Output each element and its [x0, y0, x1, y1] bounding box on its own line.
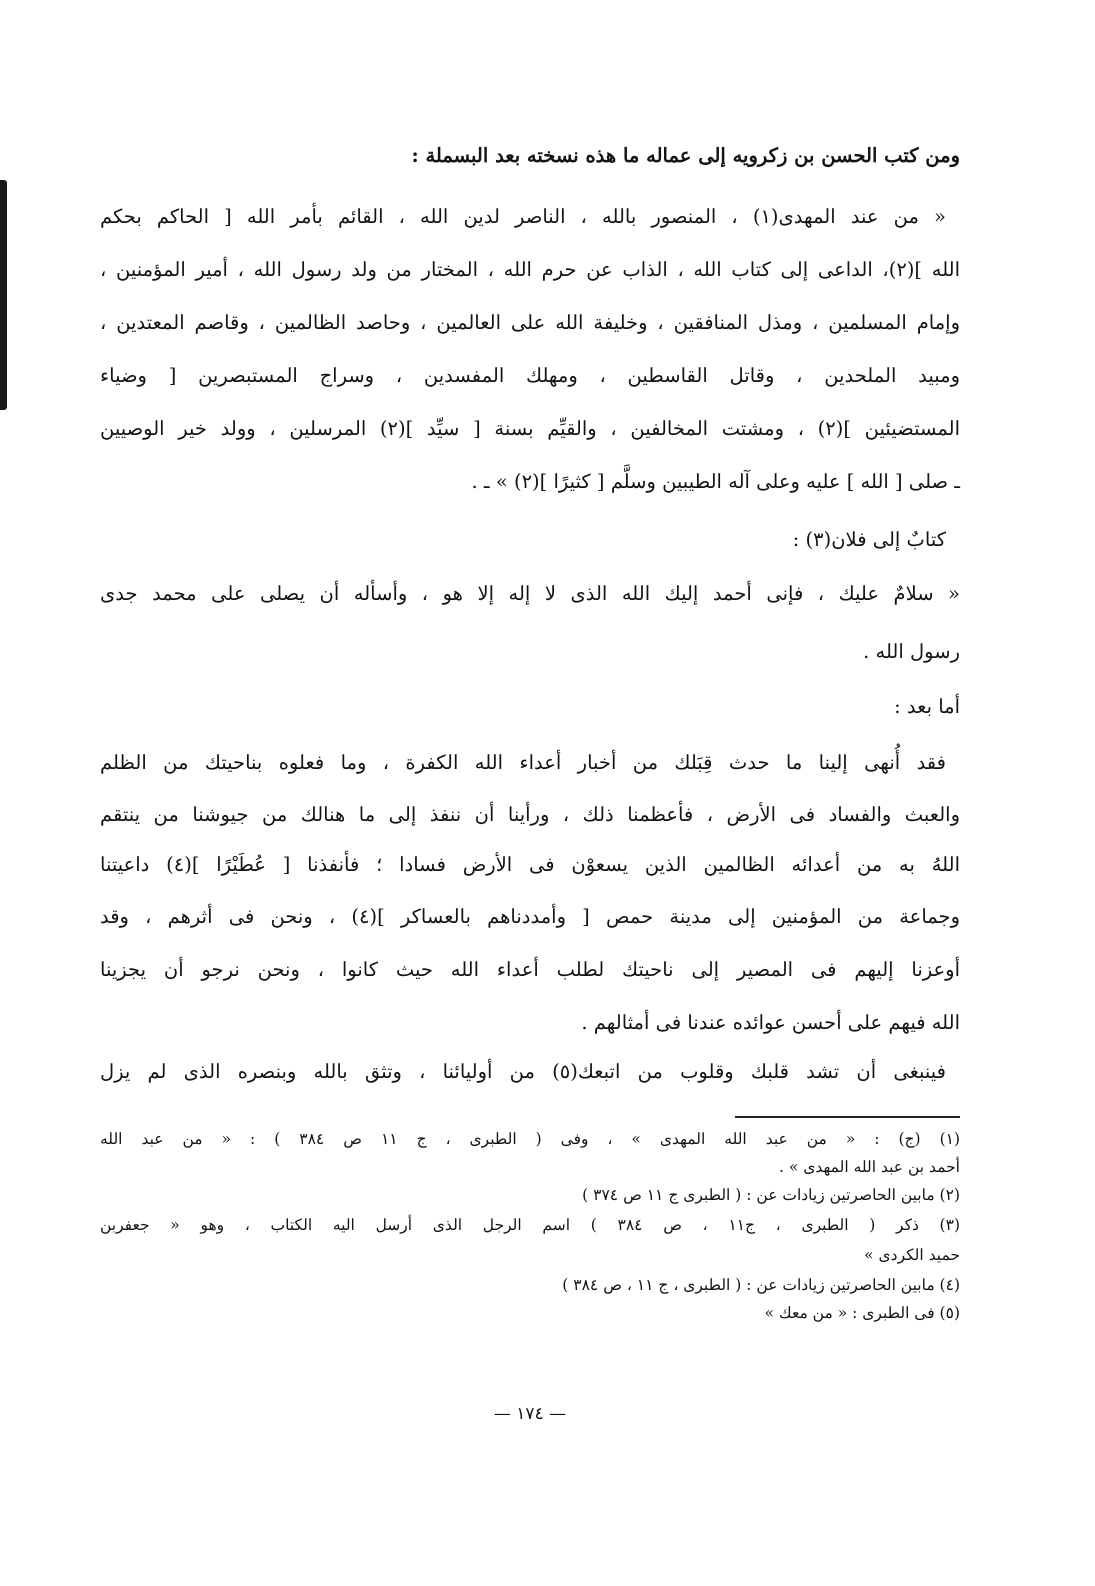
- footnote: (٢) مابين الحاصرتين زيادات عن : ( الطبرى ج ١١ ص ٣٧٤ ): [582, 1186, 960, 1204]
- body-line: فينبغى أن تشد قلبك وقلوب من اتبعك(٥) من أوليائنا ، وتثق بالله وبنصره الذى لم يزل: [100, 1060, 946, 1083]
- footnote: أحمد بن عبد الله المهدى » .: [778, 1158, 960, 1176]
- letter-address: كتابٌ إلى فلان(٣) :: [792, 528, 946, 551]
- footnote: (١) (ج) : « من عبد الله المهدى » ، وفى ( الطبرى ، ج ١١ ص ٣٨٤ ) : « من عبد الله: [100, 1130, 961, 1148]
- footnote: (٤) مابين الحاصرتين زيادات عن : ( الطبرى ، ج ١١ ، ص ٣٨٤ ): [562, 1276, 960, 1294]
- footnote-separator: [735, 1116, 960, 1118]
- book-page: [100, 0, 960, 1586]
- binding-edge: [0, 180, 7, 410]
- body-line: وجماعة من المؤمنين إلى مدينة حمص [ وأمددناهم بالعساكر ](٤) ، ونحن فى أثرهم ، وقد: [100, 905, 961, 928]
- body-line: المستضيئين ](٢) ، ومشتت المخالفين ، والقيِّم بسنة [ سيِّد ](٢) المرسلين ، وولد خير الوصيين: [100, 417, 960, 440]
- section-heading: ومن كتب الحسن بن زكرويه إلى عماله ما هذه نسخته بعد البسملة :: [411, 144, 960, 167]
- body-line: الله ](٢)، الداعى إلى كتاب الله ، الذاب عن حرم الله ، المختار من ولد رسول الله ، أمير المؤمنين ،: [100, 258, 961, 281]
- footnote: (٣) ذكر ( الطبرى ، ج١١ ، ص ٣٨٤ ) اسم الرجل الذى أرسل اليه الكتاب ، وهو « جعفربن: [100, 1216, 960, 1234]
- footnote: (٥) فى الطبرى : « من معك »: [764, 1304, 960, 1322]
- body-line: الله فيهم على أحسن عوائده عندنا فى أمثالهم .: [581, 1011, 960, 1034]
- body-line: أوعزنا إليهم فى المصير إلى ناحيتك لطلب أعداء الله حيث كانوا ، ونحن نرجو أن يجزينا: [100, 958, 960, 981]
- body-line: ومبيد الملحدين ، وقاتل القاسطين ، ومهلك المفسدين ، وسراج المستبصرين [ وضياء: [100, 364, 960, 387]
- body-line: أما بعد :: [894, 695, 960, 718]
- body-line: رسول الله .: [863, 640, 960, 663]
- page-number: — ١٧٤ —: [493, 1404, 567, 1424]
- body-line: « من عند المهدى(١) ، المنصور بالله ، الناصر لدين الله ، القائم بأمر الله [ الحاكم بحكم: [100, 205, 946, 228]
- body-line: وإمام المسلمين ، ومذل المنافقين ، وخليفة الله على العالمين ، وحاصد الظالمين ، وقاصم المعتدين ،: [100, 311, 960, 334]
- footnote: حميد الكردى »: [864, 1246, 960, 1264]
- body-line: والعبث والفساد فى الأرض ، فأعظمنا ذلك ، ورأينا أن ننفذ إلى ما هنالك من جيوشنا من ينتقم: [100, 803, 960, 826]
- body-line: « سلامٌ عليك ، فإنى أحمد إليك الله الذى لا إله إلا هو ، وأسأله أن يصلى على محمد جدى: [100, 582, 960, 605]
- body-line: ـ صلى [ الله ] عليه وعلى آله الطيبين وسلَّم [ كثيرًا ](٢) » ـ .: [471, 470, 960, 493]
- body-line: فقد أُنهى إلينا ما حدث قِبَلك من أخبار أعداء الله الكفرة ، وما فعلوه بناحيتك من الظلم: [100, 751, 946, 774]
- body-line: اللهُ به من أعدائه الظالمين الذين يسعوْن فى الأرض فسادا ؛ فأنفذنا [ عُطَيْرًا ](٤) داعيتنا: [100, 853, 960, 876]
